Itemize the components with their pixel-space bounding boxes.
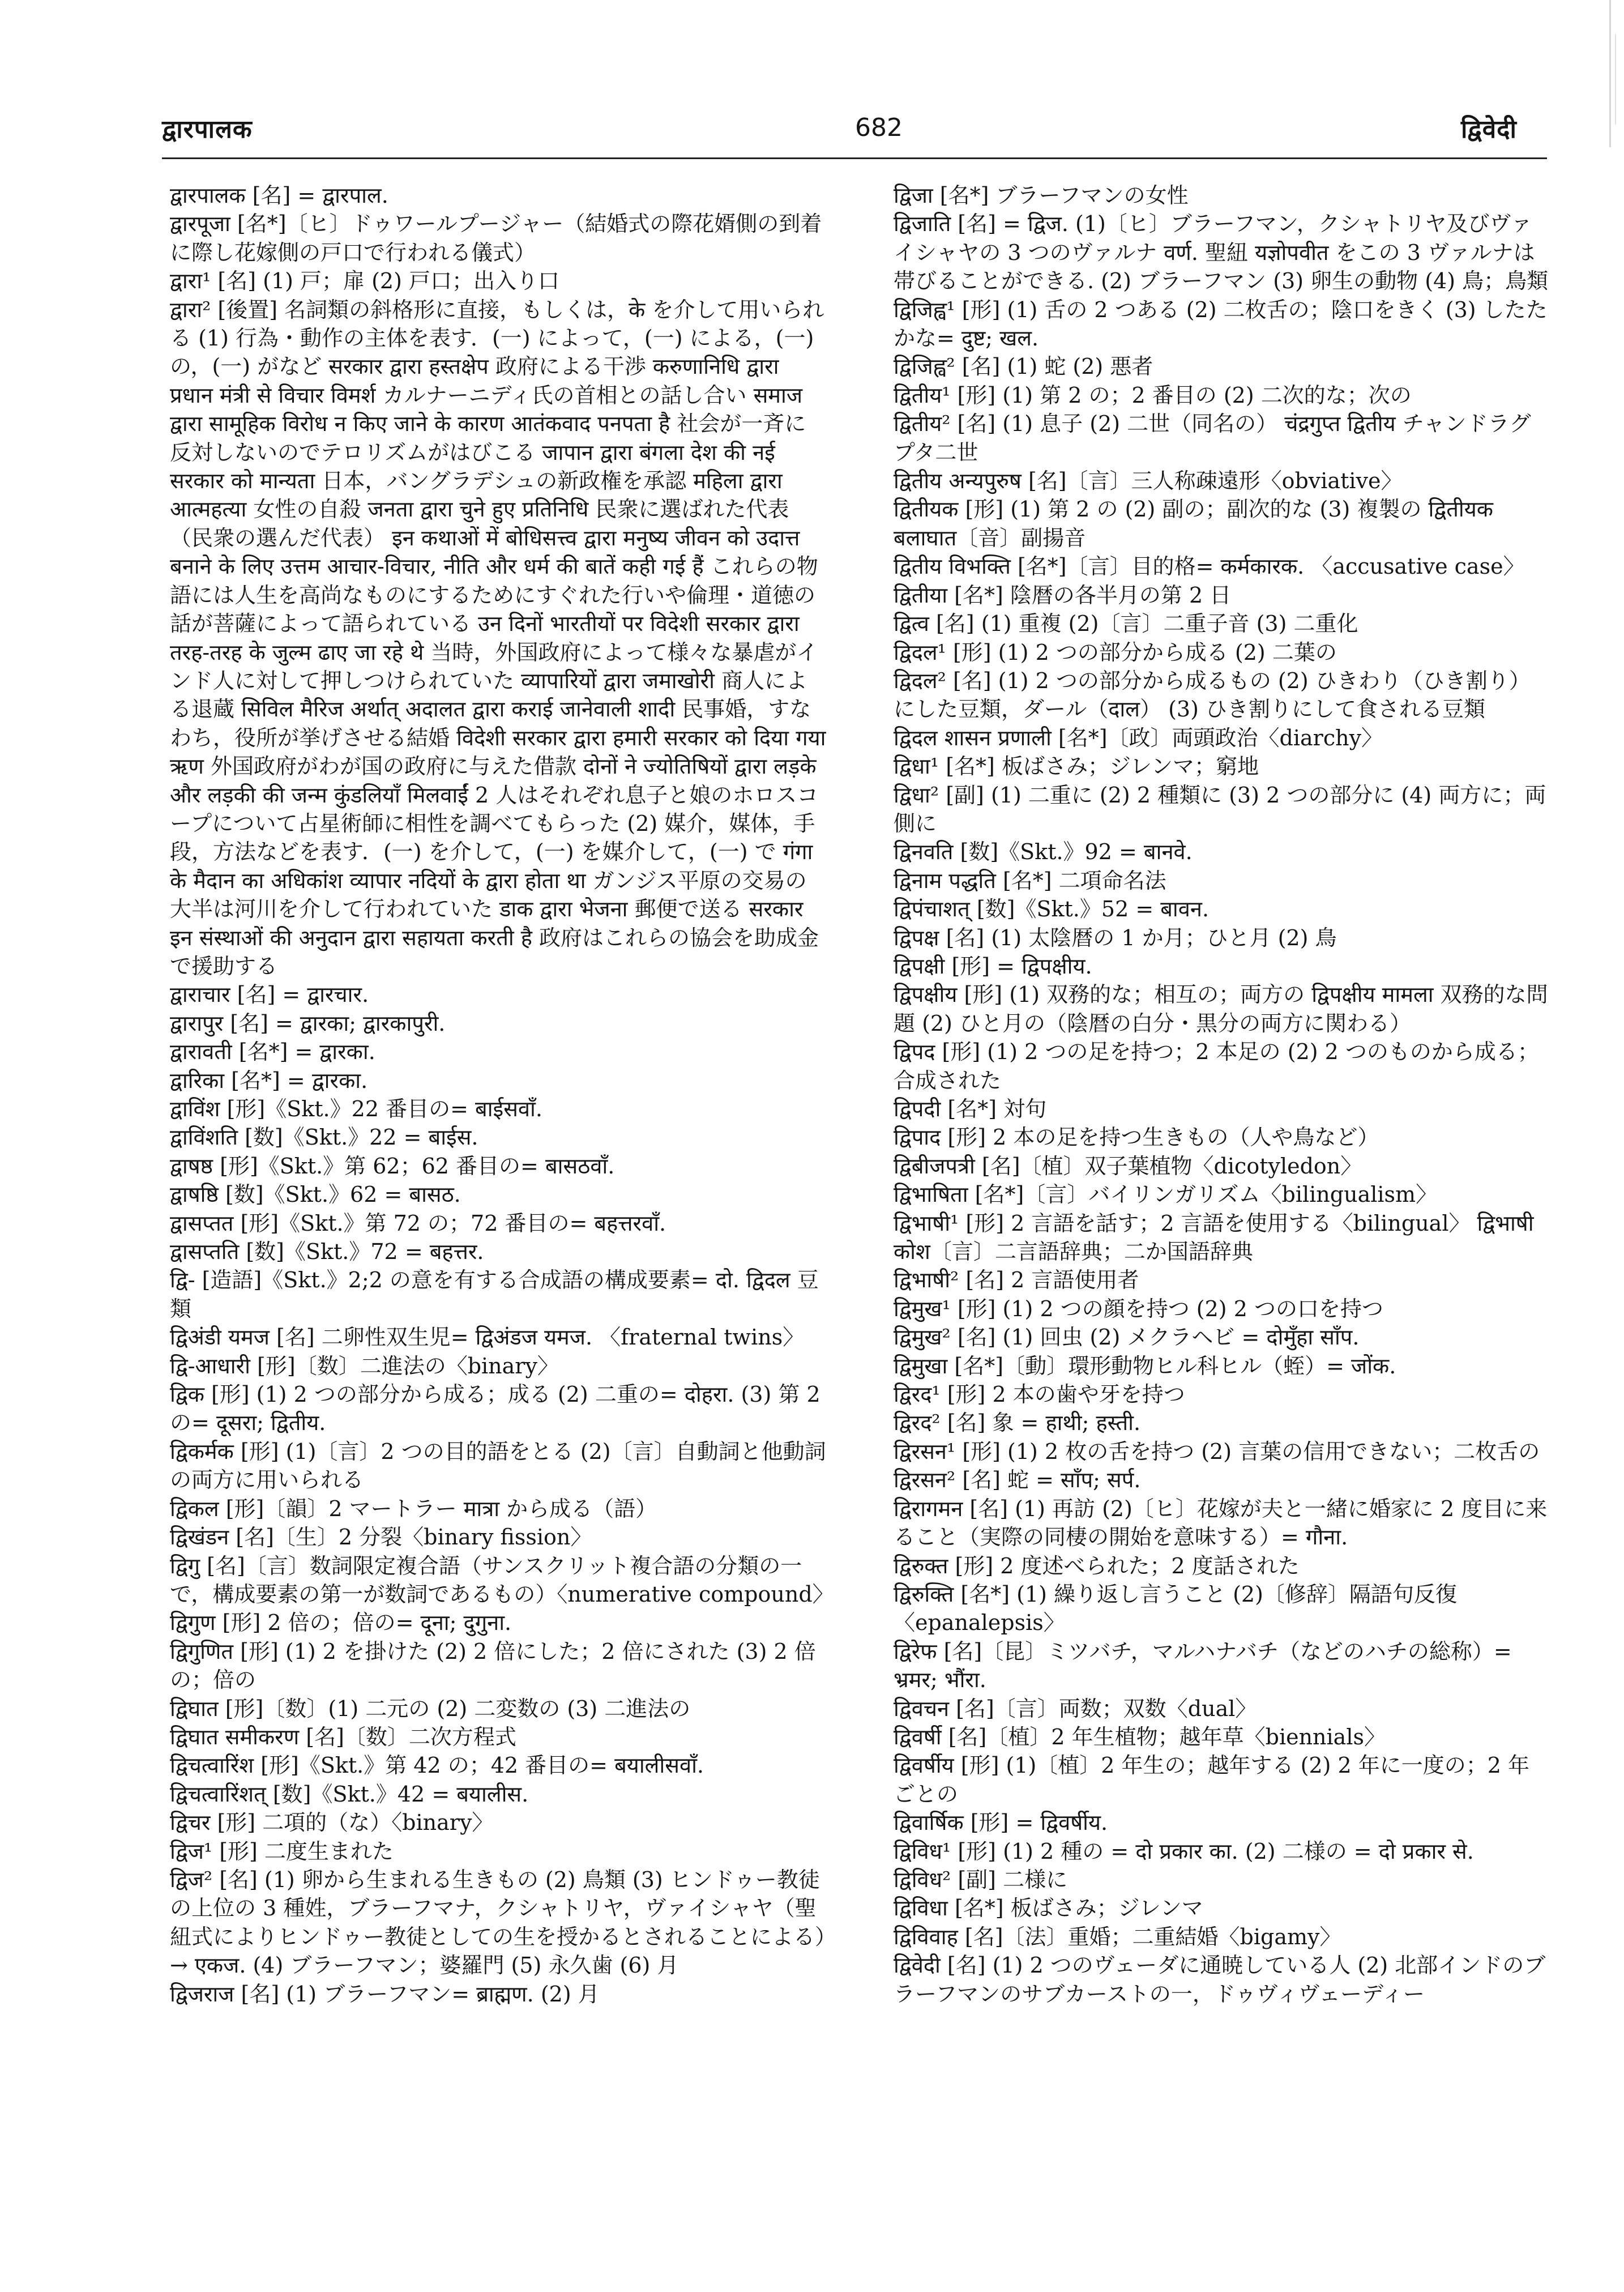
- dictionary-entry: द्विभाषिता [名*]〔言〕バイリンガリズム〈bilingualism〉: [894, 1182, 1438, 1207]
- dictionary-entry: द्विवर्षीय [形] (1)〔植〕2 年生の；越年する (2) 2 年に一度の；2 年ごとの: [894, 1753, 1530, 1807]
- dictionary-entry: द्विविध² [副] 二様に: [894, 1867, 1068, 1892]
- dictionary-entry: द्वि- [造語]《Skt.》2;2 の意を有する合成語の構成要素= दो. द्विदल 豆類: [170, 1267, 819, 1321]
- dictionary-entry: द्विगुणित [形] (1) 2 を掛けた (2) 2 倍にした；2 倍にされた (3) 2 倍の；倍の: [170, 1638, 816, 1693]
- dictionary-entry: द्विवेदी [名] (1) 2 つのヴェーダに通暁している人 (2) 北部インドのブラーフマンのサブカーストの一，ドゥヴィヴェーディー: [894, 1953, 1546, 2007]
- dictionary-entry: द्विरद¹ [形] 2 本の歯や牙を持つ: [894, 1382, 1185, 1407]
- dictionary-entry: द्वाविंशति [数]《Skt.》22 = बाईस.: [170, 1125, 478, 1150]
- dictionary-entry: द्विघात समीकरण [名]〔数〕二次方程式: [170, 1724, 516, 1749]
- dictionary-entry: द्विरागमन [名] (1) 再訪 (2)〔ヒ〕花嫁が夫と一緒に婚家に 2 度目に来ること（実際の同棲の開始を意味する）= गौना.: [894, 1496, 1548, 1550]
- dictionary-entry: द्विबीजपत्री [名]〔植〕双子葉植物〈dicotyledon〉: [894, 1153, 1362, 1179]
- dictionary-entry: द्विघात [形]〔数〕(1) 二元の (2) 二変数の (3) 二進法の: [170, 1696, 691, 1721]
- dictionary-entry: द्विरुक्त [形] 2 度述べられた；2 度話された: [894, 1553, 1300, 1578]
- dictionary-entry: द्वारा² [後置] 名詞類の斜格形に直接，もしくは，के を介して用いられる (1) 行為・動作の主体を表す．(一) によって，(一) による，(一) の，(一) がなど सरकार द्वारा हस्तक्षेप 政府による干渉 करुणानिधि द्वारा प्रधान मंत्री से विचार विमर्श カルナーニディ氏の首相との話し合い समाज द्वारा सामूहिक विरोध न किए जाने के कारण आतंकवाद पनपता है 社会が一斉に反対しないのでテロリズムがはびこる जापान द्वारा बंगला देश की नई सरकार को मान्यता 日本，バングラデシュの新政権を承認 महिला द्वारा आत्महत्या 女性の自殺 जनता द्वारा चुने हुए प्रतिनिधि 民衆に選ばれた代表（民衆の選んだ代表） इन कथाओं में बोधिसत्त्व द्वारा मनुष्य जीवन को उदात्त बनाने के लिए उत्तम आचार-विचार, नीति और धर्म की बातें कही गई हैं これらの物語には人生を高尚なものにするためにすぐれた行いや倫理・道徳の話が菩薩によって語られている उन दिनों भारतीयों पर विदेशी सरकार द्वारा तरह-तरह के जुल्म ढाए जा रहे थे 当時，外国政府によって様々な暴虐がインド人に対して押しつけられていた व्यापारियों द्वारा जमाखोरी 商人による退蔵 सिविल मैरिज अर्थात् अदालत द्वारा कराई जानेवाली शादी 民事婚，すなわち，役所が挙げさせる結婚 विदेशी सरकार द्वारा हमारी सरकार को दिया गया ऋण 外国政府がわが国の政府に与えた借款 दोनों ने ज्योतिषियों द्वारा लड़के और लड़की की जन्म कुंडलियाँ मिलवाईं 2 人はそれぞれ息子と娘のホロスコープについて占星術師に相性を調べてもらった (2) 媒介，媒体，手段，方法などを表す．(一) を介して，(一) を媒介して，(一) で गंगा के मैदान का अधिकांश व्यापार नदियों के द्वारा होता था ガンジス平原の交易の大半は河川を介して行われていた डाक द्वारा भेजना 郵便で送る सरकार इन संस्थाओं की अनुदान द्वारा सहायता करती है 政府はこれらの協会を助成金で援助する: [170, 297, 826, 979]
- dictionary-entry: द्वितीय अन्यपुरुष [名]〔言〕三人称疎遠形〈obviative〉: [894, 468, 1403, 494]
- dictionary-entry: द्विभाषी² [名] 2 言語使用者: [894, 1267, 1139, 1293]
- dictionary-entry: द्विपद [形] (1) 2 つの足を持つ；2 本足の (2) 2 つのものから成る；合成された: [894, 1039, 1539, 1093]
- dictionary-entry: द्विचर [形] 二項的（な）〈binary〉: [170, 1810, 494, 1836]
- dictionary-entry: द्वारापुर [名] = द्वारका; द्वारकापुरी.: [170, 1010, 446, 1036]
- dictionary-entry: द्विदल शासन प्रणाली [名*]〔政〕両頭政治〈diarchy〉: [894, 725, 1383, 750]
- page-number: 682: [855, 113, 903, 142]
- dictionary-entry: द्वितीय² [名] (1) 息子 (2) 二世（同名の） चंद्रगुप्त द्वितीय チャンドラグプタ二世: [894, 411, 1531, 465]
- left-column: [170, 181, 834, 2008]
- guide-word-right: द्विवेदी: [1461, 115, 1517, 144]
- dictionary-entry: द्विचत्वारिंशत् [数]《Skt.》42 = बयालीस.: [170, 1781, 529, 1807]
- dictionary-entry: द्विकल [形]〔韻〕2 マートラー मात्रा から成る（語）: [170, 1496, 657, 1521]
- dictionary-entry: द्विनाम पद्धति [名*] 二項命名法: [894, 868, 1166, 893]
- dictionary-entry: द्विपाद [形] 2 本の足を持つ生きもの（人や鳥など）: [894, 1125, 1379, 1150]
- dictionary-entry: द्वारपालक [名] = द्वारपाल.: [170, 183, 388, 208]
- dictionary-entry: द्विदल¹ [形] (1) 2 つの部分から成る (2) 二葉の: [894, 639, 1337, 665]
- dictionary-entry: द्वितीय विभक्ति [名*]〔言〕目的格= कर्मकारक. 〈accusative case〉: [894, 554, 1525, 579]
- dictionary-entry: द्विक [形] (1) 2 つの部分から成る；成る (2) 二重の= दोहरा. (3) 第 2 の= दूसरा; द्वितीय.: [170, 1382, 820, 1436]
- dictionary-entry: द्विधा¹ [名*] 板ばさみ；ジレンマ；窮地: [894, 754, 1259, 779]
- dictionary-entry: द्विगु [名]〔言〕数詞限定複合語（サンスクリット複合語の分類の一で，構成要素の第一が数詞であるもの）〈numerative compound〉: [170, 1553, 834, 1607]
- dictionary-entry: द्विरसन¹ [形] (1) 2 枚の舌を持つ (2) 言葉の信用できない；二枚舌の: [894, 1439, 1540, 1464]
- dictionary-entry: द्विनवति [数]《Skt.》92 = बानवे.: [894, 839, 1193, 865]
- dictionary-entry: द्विविधा [名*] 板ばさみ；ジレンマ: [894, 1896, 1203, 1921]
- dictionary-entry: द्वारावती [名*] = द्वारका.: [170, 1039, 375, 1065]
- dictionary-entry: द्विमुख¹ [形] (1) 2 つの顔を持つ (2) 2 つの口を持つ: [894, 1296, 1383, 1321]
- dictionary-entry: द्वित्व [名] (1) 重複 (2)〔言〕二重子音 (3) 二重化: [894, 611, 1358, 637]
- dictionary-entry: द्विधा² [副] (1) 二重に (2) 2 種類に (3) 2 つの部分に (4) 両方に；両側に: [894, 782, 1546, 836]
- dictionary-entry: द्विखंडन [名]〔生〕2 分裂〈binary fission〉: [170, 1525, 592, 1550]
- dictionary-entry: द्वितीयक [形] (1) 第 2 の (2) 副の；副次的な (3) 複製の द्वितीयक बलाघात〔音〕副揚音: [894, 497, 1493, 550]
- dictionary-entry: द्वाविंश [形]《Skt.》22 番目の= बाईसवाँ.: [170, 1096, 542, 1121]
- dictionary-entry: द्वारिका [名*] = द्वारका.: [170, 1068, 368, 1093]
- dictionary-entry: द्विपंचाशत् [数]《Skt.》52 = बावन.: [894, 897, 1210, 922]
- dictionary-entry: द्विअंडी यमज [名] 二卵性双生児= द्विअंडज यमज. 〈fraternal twins〉: [170, 1325, 805, 1350]
- dictionary-entry: द्विरद² [名] 象 = हाथी; हस्ती.: [894, 1410, 1141, 1436]
- guide-word-left: द्वारपालक: [162, 115, 253, 144]
- dictionary-entry: द्विवार्षिक [形] = द्विवर्षीय.: [894, 1810, 1108, 1836]
- dictionary-entry: द्विजिह्व² [名] (1) 蛇 (2) 悪者: [894, 354, 1153, 379]
- dictionary-entry: द्विवर्षी [名]〔植〕2 年生植物；越年草〈biennials〉: [894, 1724, 1386, 1749]
- dictionary-entry: द्विमुखा [名*]〔動〕環形動物ヒル科ヒル（蛭）= जोंक.: [894, 1353, 1396, 1378]
- dictionary-entry: द्विजराज [名] (1) ブラーフマン= ब्राह्मण. (2) 月: [170, 1981, 600, 2007]
- dictionary-entry: द्वारा¹ [名] (1) 戸；扉 (2) 戸口；出入り口: [170, 268, 560, 294]
- dictionary-entry: द्विज² [名] (1) 卵から生まれる生きもの (2) 鳥類 (3) ヒンドゥー教徒の上位の 3 種姓，ブラーフマナ，クシャトリヤ，ヴァイシャヤ（聖紐式によりヒンドゥー教徒としての生を授かるとされることによる）→ एकज. (4) ブラーフマン；婆羅門 (5) 永久歯 (6) 月: [170, 1867, 826, 1978]
- dictionary-entry: द्विपक्ष [名] (1) 太陰暦の 1 か月；ひと月 (2) 鳥: [894, 925, 1337, 950]
- right-column: [894, 181, 1550, 2008]
- dictionary-entry: द्विविध¹ [形] (1) 2 種の = दो प्रकार का. (2) 二様の = दो प्रकार से.: [894, 1838, 1474, 1864]
- scan-edge-line: [1609, 0, 1611, 147]
- dictionary-entry: द्विरसन² [名] 蛇 = साँप; सर्प.: [894, 1467, 1141, 1493]
- dictionary-entry: द्वासप्तत [形]《Skt.》第 72 の；72 番目の= बहत्तरवाँ.: [170, 1210, 666, 1236]
- dictionary-entry: द्विमुख² [名] (1) 回虫 (2) メクラヘビ = दोमुँहा साँप.: [894, 1325, 1360, 1350]
- dictionary-entry: द्विपक्षी [形] = द्विपक्षीय.: [894, 953, 1092, 979]
- dictionary-entry: द्विपक्षीय [形] (1) 双務的な；相互の；両方の द्विपक्षीय मामला 双務的な問題 (2) ひと月の（陰暦の白分・黒分の両方に関わる）: [894, 982, 1548, 1036]
- dictionary-entry: द्विकर्मक [形] (1)〔言〕2 つの目的語をとる (2)〔言〕自動詞と他動詞の両方に用いられる: [170, 1439, 826, 1493]
- dictionary-entry: द्वितीया [名*] 陰暦の各半月の第 2 日: [894, 582, 1232, 608]
- dictionary-entry: द्विपदी [名*] 対句: [894, 1096, 1047, 1121]
- dictionary-entry: द्विजा [名*] ブラーフマンの女性: [894, 183, 1189, 208]
- header-rule: [162, 157, 1547, 159]
- dictionary-entry: द्वाषष्ठ [形]《Skt.》第 62；62 番目の= बासठवाँ.: [170, 1153, 615, 1179]
- dictionary-entry: द्विदल² [名] (1) 2 つの部分から成るもの (2) ひきわり（ひき割り）にした豆類，ダール（दाल） (3) ひき割りにして食される豆類: [894, 668, 1531, 722]
- dictionary-entry: द्विजाति [名] = द्विज. (1)〔ヒ〕ブラーフマン，クシャトリヤ及びヴァイシャヤの 3 つのヴァルナ वर्ण. 聖紐 यज्ञोपवीत をこの 3 ヴァルナは帯びることができる. (2) ブラーフマン (3) 卵生の動物 (4) 鳥；鳥類: [894, 211, 1549, 294]
- dictionary-entry: द्विरुक्ति [名*] (1) 繰り返し言うこと (2)〔修辞〕隔語句反復〈epanalepsis〉: [894, 1581, 1457, 1636]
- dictionary-entry: द्वासप्तति [数]《Skt.》72 = बहत्तर.: [170, 1239, 484, 1265]
- dictionary-entry: द्विरेफ [名]〔昆〕ミツバチ，マルハナバチ（などのハチの総称）= भ्रमर; भौंरा.: [894, 1638, 1512, 1693]
- dictionary-entry: द्वाषष्ठि [数]《Skt.》62 = बासठ.: [170, 1182, 461, 1207]
- dictionary-entry: द्विगुण [形] 2 倍の；倍の= दूना; दुगुना.: [170, 1610, 512, 1636]
- dictionary-entry: द्विवचन [名]〔言〕両数；双数〈dual〉: [894, 1696, 1257, 1721]
- dictionary-entry: द्विविवाह [名]〔法〕重婚；二重結婚〈bigamy〉: [894, 1924, 1341, 1949]
- dictionary-entry: द्विजिह्व¹ [形] (1) 舌の 2 つある (2) 二枚舌の；陰口をきく (3) したたかな= दुष्ट; खल.: [894, 297, 1548, 351]
- dictionary-entry: द्वारपूजा [名*]〔ヒ〕ドゥワールプージャー（結婚式の際花婿側の到着に際し花嫁側の戸口で行われる儀式）: [170, 211, 822, 265]
- dictionary-entry: द्वितीय¹ [形] (1) 第 2 の；2 番目の (2) 二次的な；次の: [894, 382, 1412, 408]
- dictionary-entry: द्वाराचार [名] = द्वारचार.: [170, 982, 369, 1008]
- dictionary-entry: द्विभाषी¹ [形] 2 言語を話す；2 言語を使用する〈bilingual〉 द्विभाषी कोश〔言〕二言語辞典；二か国語辞典: [894, 1210, 1534, 1265]
- scan-edge-line: [1615, 34, 1616, 125]
- dictionary-entry: द्विचत्वारिंश [形]《Skt.》第 42 の；42 番目の= बयालीसवाँ.: [170, 1753, 704, 1778]
- dictionary-entry: द्विज¹ [形] 二度生まれた: [170, 1838, 394, 1864]
- dictionary-entry: द्वि-आधारी [形]〔数〕二進法の〈binary〉: [170, 1353, 559, 1378]
